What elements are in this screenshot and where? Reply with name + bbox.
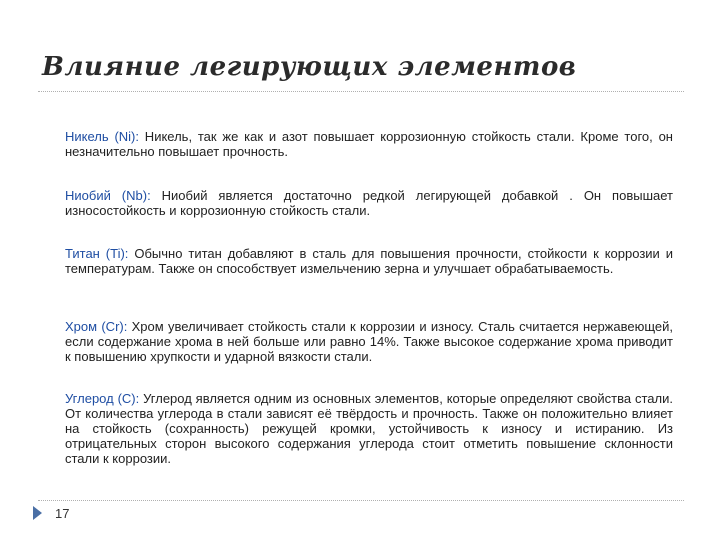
element-description: Ниобий является достаточно редкой легирующей добавкой . Он повышает износостойкость и коррозионную стойкость стали. — [65, 188, 673, 218]
element-label: Титан (Ti): — [65, 246, 129, 261]
title-divider — [38, 91, 684, 92]
element-label: Никель (Ni): — [65, 129, 139, 144]
slide-title: Влияние легирующих элементов — [42, 52, 577, 82]
paragraph-chromium — [65, 319, 673, 364]
element-description: Никель, так же как и азот повышает коррозионную стойкость стали. Кроме того, он незначительно повышает прочность. — [65, 129, 673, 159]
element-description: Хром увеличивает стойкость стали к коррозии и износу. Сталь считается нержавеющей, если содержание хрома в ней больше или равно 14%. Также высокое содержание хрома приводит к повышению хрупкости и ударной вязкости стали. — [65, 319, 673, 364]
paragraph-carbon — [65, 391, 673, 466]
triangle-arrow-icon — [33, 506, 42, 520]
footer-divider — [38, 500, 684, 501]
element-label: Хром (Cr): — [65, 319, 128, 334]
page-number: 17 — [55, 506, 70, 521]
element-description: Обычно титан добавляют в сталь для повышения прочности, стойкости к коррозии и температурам. Также он способствует измельчению зерна и улучшает обрабатываемость. — [65, 246, 674, 276]
paragraph-titanium — [65, 246, 673, 276]
element-description: Углерод является одним из основных элементов, которые определяют свойства стали. От количества углерода в стали зависят её твёрдость и прочность. Также он положительно влияет на стойкость (сохранность) режущей кромки, устойчивость к износу и истиранию. Из отрицательных сторон высокого содержания углерода стоит отметить повышение склонности стали к коррозии. — [65, 391, 673, 466]
paragraph-nickel — [65, 129, 673, 159]
paragraph-niobium — [65, 188, 673, 218]
element-label: Углерод (С): — [65, 391, 140, 406]
element-label: Ниобий (Nb): — [65, 188, 151, 203]
